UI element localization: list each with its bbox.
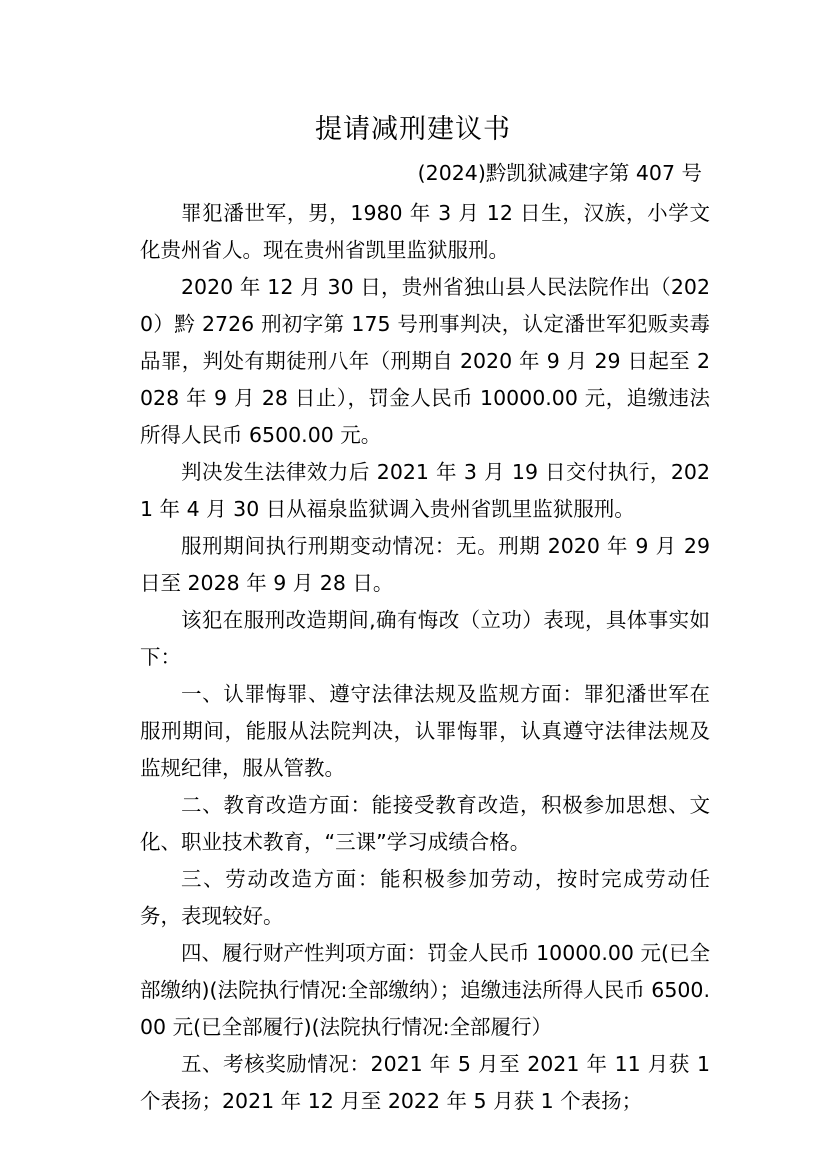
paragraph-education: 二、教育改造方面：能接受教育改造，积极参加思想、文化、职业技术教育，“三课”学习成绩合格。 [140, 793, 710, 854]
document-title: 提请减刑建议书 [315, 114, 511, 145]
paragraph-criminal-info: 罪犯潘世军，男，1980 年 3 月 12 日生，汉族，小学文化贵州省人。现在贵州省凯里监狱服刑。 [140, 201, 710, 262]
paragraph-performance-intro: 该犯在服刑改造期间,确有悔改（立功）表现，具体事实如下： [140, 608, 710, 669]
paragraph-judgment: 2020 年 12 月 30 日，贵州省独山县人民法院作出（2020）黔 2726 刑初字第 175 号刑事判决，认定潘世军犯贩卖毒品罪，判处有期徒刑八年（刑期自 2020 年 9 月 29 日起至 2028 年 9 月 28 日止），罚金人民币 10000.00 元，追缴违法所得人民币 6500.00 元。 [140, 275, 710, 447]
paragraph-labor: 三、劳动改造方面：能积极参加劳动，按时完成劳动任务，表现较好。 [140, 867, 710, 928]
paragraph-sentence-changes: 服刑期间执行刑期变动情况：无。刑期 2020 年 9 月 29 日至 2028 年 9 月 28 日。 [140, 534, 710, 595]
document-number: (2024)黔凯狱减建字第 407 号 [417, 161, 702, 185]
paragraph-property-penalty: 四、履行财产性判项方面：罚金人民币 10000.00 元(已全部缴纳)(法院执行情况:全部缴纳）；追缴违法所得人民币 6500.00 元(已全部履行)(法院执行情况:全部履行） [140, 941, 710, 1039]
document-body [140, 195, 710, 1120]
paragraph-law-compliance: 一、认罪悔罪、遵守法律法规及监规方面：罪犯潘世军在服刑期间，能服从法院判决，认罪悔罪，认真遵守法律法规及监规纪律，服从管教。 [140, 682, 710, 780]
paragraph-rewards: 五、考核奖励情况：2021 年 5 月至 2021 年 11 月获 1 个表扬；2021 年 12 月至 2022 年 5 月获 1 个表扬； [140, 1052, 710, 1113]
paragraph-execution: 判决发生法律效力后 2021 年 3 月 19 日交付执行，2021 年 4 月 30 日从福泉监狱调入贵州省凯里监狱服刑。 [140, 460, 710, 521]
